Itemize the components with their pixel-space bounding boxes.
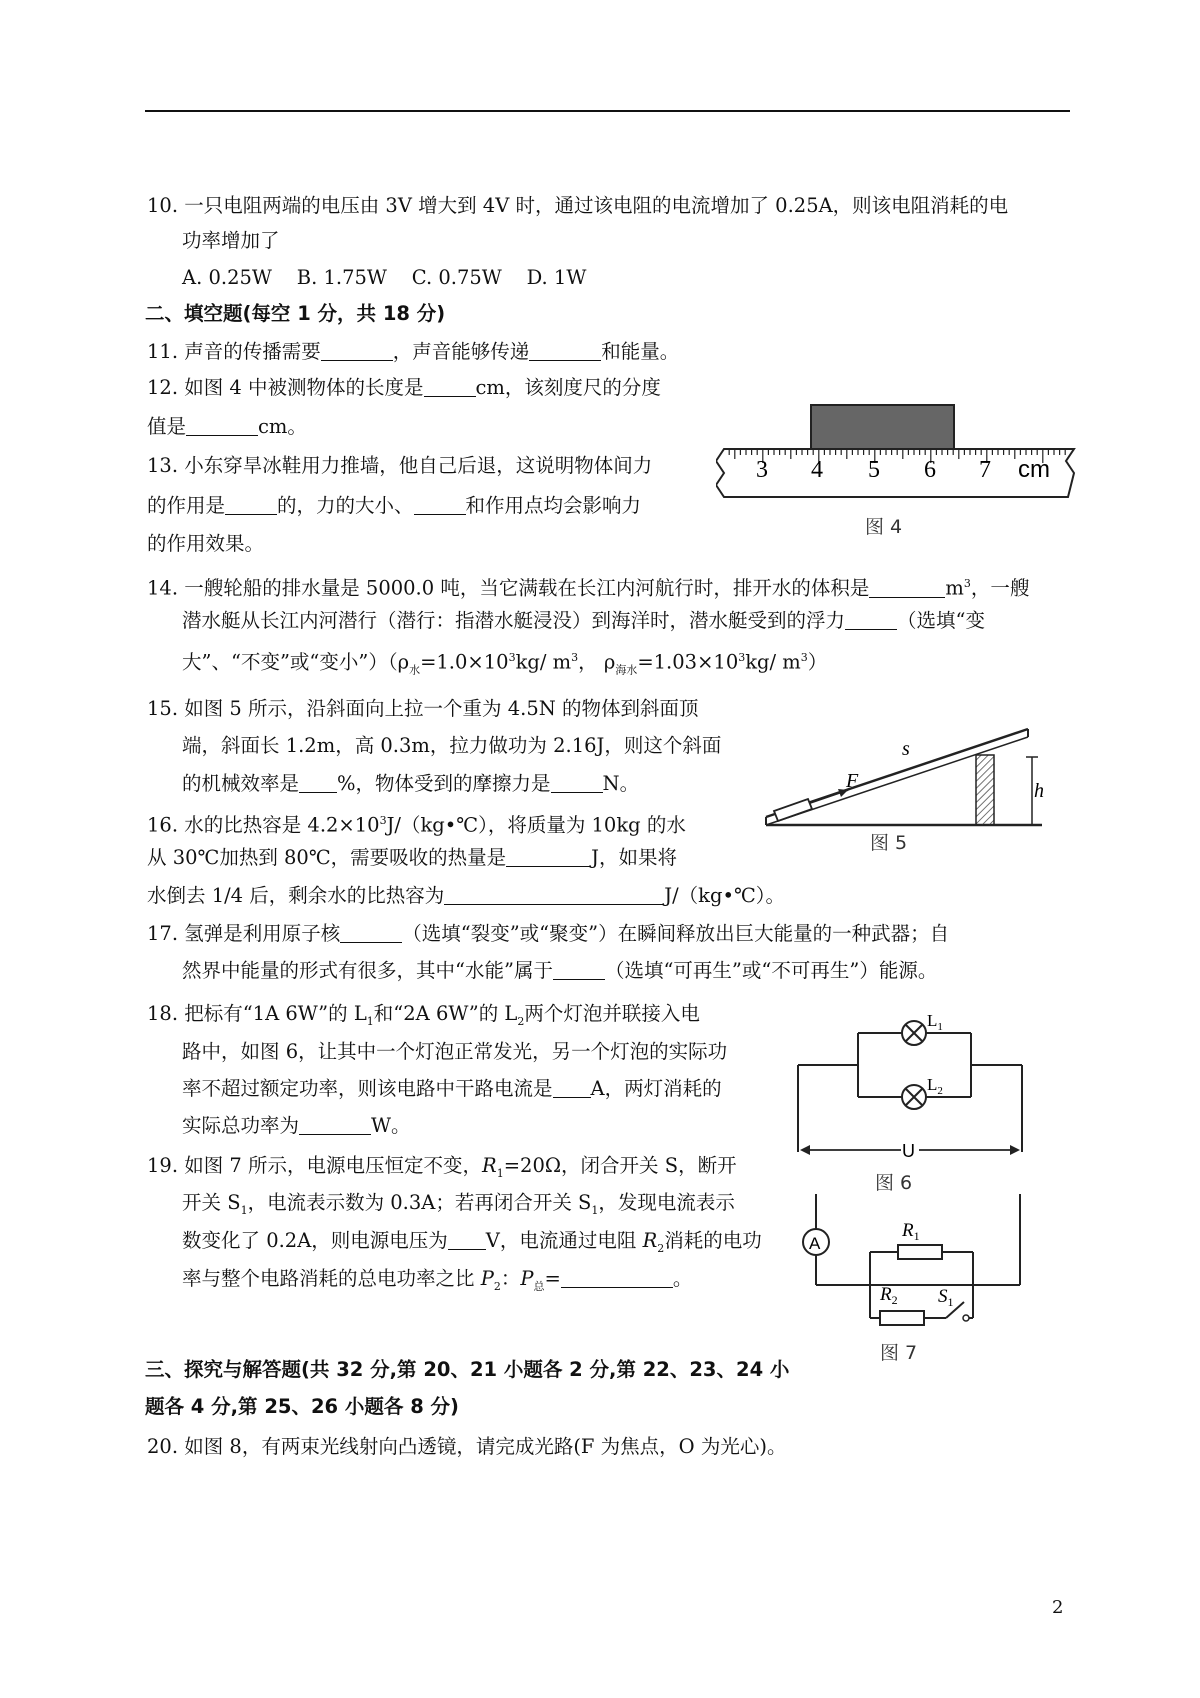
- q19-line4: 率与整个电路消耗的总电功率之比 $P_2$：$P_总=$ 。: [182, 1267, 693, 1293]
- measured-object: [811, 405, 954, 449]
- q16-blank-2[interactable]: [444, 884, 664, 905]
- resistor-R2: [880, 1311, 924, 1325]
- page-number: 2: [1052, 1597, 1064, 1618]
- figure-6-caption: 图 6: [875, 1172, 913, 1194]
- q19-blank-1[interactable]: [448, 1229, 486, 1250]
- q10-line1: 10. 一只电阻两端的电压由 3V 增大到 4V 时，通过该电阻的电流增加了 0.25A，则该电阻消耗的电: [147, 194, 1009, 217]
- label-L1: $L_1$: [927, 1011, 943, 1033]
- box-object: [774, 799, 812, 821]
- q11-blank-2[interactable]: [529, 340, 601, 361]
- figure-6-circuit: [790, 1000, 1030, 1165]
- q17-blank-2[interactable]: [553, 959, 605, 980]
- label-S1: $S_1$: [938, 1286, 954, 1309]
- q14-line1: 14. 一艘轮船的排水量是 5000.0 吨，当它满载在长江内河航行时，排开水的体积是 $m^3$，一艘: [147, 576, 1030, 600]
- q19-line1: 19. 如图 7 所示，电源电压恒定不变，$R_1=20\Omega$，闭合开关 S，断开: [147, 1154, 737, 1180]
- q15-blank-2[interactable]: [551, 772, 603, 793]
- q16-blank-1[interactable]: [506, 846, 591, 867]
- label-s: s: [902, 738, 910, 760]
- q12-line1: 12. 如图 4 中被测物体的长度是 cm，该刻度尺的分度: [147, 376, 661, 399]
- q11-blank-1[interactable]: [321, 340, 393, 361]
- q14-blank-2[interactable]: [845, 609, 897, 630]
- q10-options: A. 0.25W B. 1.75W C. 0.75W D. 1W: [182, 266, 587, 289]
- support-block: [976, 755, 994, 825]
- q13-line1: 13. 小东穿旱冰鞋用力推墙，他自己后退，这说明物体间力: [147, 454, 653, 477]
- q17-blank-1[interactable]: [340, 922, 402, 943]
- figure-7-circuit: [798, 1190, 1028, 1335]
- figure-5-incline: [752, 715, 1052, 830]
- q18-line3: 率不超过额定功率，则该电路中干路电流是 A，两灯消耗的: [182, 1077, 722, 1100]
- q12-blank-2[interactable]: [186, 415, 258, 436]
- label-A: A: [809, 1234, 821, 1253]
- tick-6: 6: [924, 457, 936, 483]
- tick-4: 4: [811, 457, 823, 483]
- header-rule: [145, 110, 1070, 112]
- q18-blank-2[interactable]: [299, 1114, 371, 1135]
- resistor-R1: [898, 1245, 942, 1259]
- q13-line2: 的作用是 的，力的大小、 和作用点均会影响力: [147, 494, 642, 517]
- tick-5: 5: [868, 457, 880, 483]
- q16-line1: 16. 水的比热容是 $4.2\times 10^3J/(kg•℃)$，将质量为 10kg 的水: [147, 813, 686, 837]
- label-F: F: [846, 770, 859, 792]
- q18-blank-1[interactable]: [553, 1077, 591, 1098]
- section-2-heading: 二、填空题(每空 1 分，共 18 分): [145, 302, 446, 325]
- label-L2: $L_2$: [927, 1075, 943, 1097]
- q11: 11. 声音的传播需要 ，声音能够传递 和能量。: [147, 340, 680, 363]
- q13-blank-1[interactable]: [225, 494, 277, 515]
- q15-line1: 15. 如图 5 所示，沿斜面向上拉一个重为 4.5N 的物体到斜面顶: [147, 697, 699, 720]
- q20: 20. 如图 8，有两束光线射向凸透镜，请完成光路(F 为焦点，O 为光心)。: [147, 1435, 787, 1458]
- q17-line1: 17. 氢弹是利用原子核 （选填“裂变”或“聚变”）在瞬间释放出巨大能量的一种武器；自: [147, 922, 950, 945]
- figure-4-caption: 图 4: [865, 516, 903, 538]
- q17-line2: 然界中能量的形式有很多，其中“水能”属于 （选填“可再生”或“不可再生”）能源。: [182, 959, 938, 982]
- q12-line2: 值是 cm。: [147, 415, 307, 438]
- label-h: h: [1034, 780, 1044, 802]
- label-R2: $R_2$: [880, 1284, 898, 1307]
- q19-line3: 数变化了 0.2A，则电源电压为 V，电流通过电阻 $R_2$消耗的电功: [182, 1229, 762, 1255]
- q12-blank-1[interactable]: [424, 376, 476, 397]
- label-R1: $R_1$: [902, 1220, 920, 1243]
- q10-line2: 功率增加了: [182, 229, 280, 252]
- q18-line1: 18. 把标有“1A 6W”的 $L_1$和“2A 6W”的 $L_2$两个灯泡并联接入电: [147, 1002, 700, 1028]
- q13-blank-2[interactable]: [414, 494, 466, 515]
- q13-line3: 的作用效果。: [147, 532, 265, 555]
- q16-line3: 水倒去 1/4 后，剩余水的比热容为 J/（kg•℃）。: [147, 884, 786, 907]
- tick-3: 3: [756, 457, 768, 483]
- label-U: U: [902, 1141, 915, 1161]
- q16-line2: 从 30℃加热到 80℃，需要吸收的热量是 J，如果将: [147, 846, 677, 869]
- section-3-heading-line1: 三、探究与解答题(共 32 分,第 20、21 小题各 2 分,第 22、23、24 小: [145, 1358, 790, 1381]
- q14-line2: 潜水艇从长江内河潜行（潜行：指潜水艇浸没）到海洋时，潜水艇受到的浮力 （选填“变: [182, 609, 985, 632]
- tick-7: 7: [979, 457, 991, 483]
- q18-line4: 实际总功率为 W。: [182, 1114, 411, 1137]
- unit-cm: cm: [1018, 456, 1050, 483]
- q14-line3: 大”、“不变”或“变小$”)(\rho_水=1.0\times 10^3kg/$ $m^3$， $\rho_{海水}=1.03\times 10^3kg/$ $m^3$）: [182, 650, 828, 677]
- q15-blank-1[interactable]: [299, 772, 337, 793]
- q18-line2: 路中，如图 6，让其中一个灯泡正常发光，另一个灯泡的实际功: [182, 1040, 728, 1063]
- figure-7-caption: 图 7: [880, 1342, 918, 1364]
- q19-blank-2[interactable]: [561, 1267, 673, 1288]
- figure-5-caption: 图 5: [870, 832, 908, 854]
- q14-blank-1[interactable]: [869, 577, 945, 598]
- section-3-heading-line2: 题各 4 分,第 25、26 小题各 8 分): [145, 1395, 459, 1418]
- q15-line2: 端，斜面长 1.2m，高 0.3m，拉力做功为 2.16J，则这个斜面: [182, 734, 722, 757]
- q19-line2: 开关 $S_1$，电流表示数为 0.3A；若再闭合开关 $S_1$，发现电流表示: [182, 1191, 735, 1217]
- q15-line3: 的机械效率是 %，物体受到的摩擦力是 N。: [182, 772, 640, 795]
